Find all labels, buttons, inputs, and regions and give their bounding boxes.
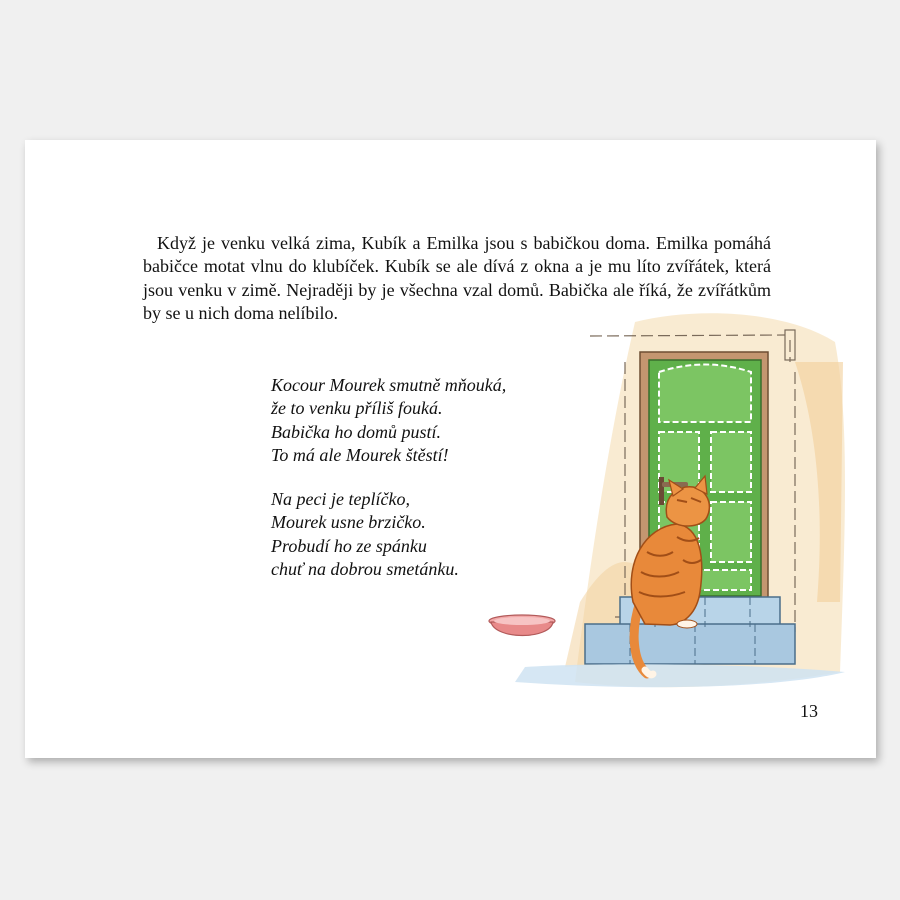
poem-line: Na peci je teplíčko,	[271, 489, 410, 509]
story-paragraph: Když je venku velká zima, Kubík a Emilka jsou s babičkou doma. Emilka pomáhá babičce motat vlnu do klubíček. Kubík se ale dívá z okna a je mu líto zvířátek, která jsou venku v zimě. Nejraději by je všechna vzal domů. Babička ale říká, že zvířátkům by se u nich doma nelíbilo.	[143, 233, 771, 323]
poem-line: To má ale Mourek štěstí!	[271, 444, 449, 465]
poem-line: Babička ho domů pustí.	[271, 421, 441, 442]
poem-stanza-2	[271, 488, 459, 581]
door-cat-illustration	[455, 302, 855, 702]
poem-line: Mourek usne brzičko.	[271, 512, 426, 533]
poem-line: Kocour Mourek smutně mňouká,	[271, 375, 507, 395]
bowl-illustration	[489, 615, 555, 636]
poem-line: že to venku příliš fouká.	[271, 398, 443, 419]
page-number: 13	[800, 701, 818, 721]
poem-line: chuť na dobrou smetánku.	[271, 558, 459, 579]
book-page	[25, 140, 876, 758]
poem-line: Probudí ho ze spánku	[271, 535, 427, 556]
